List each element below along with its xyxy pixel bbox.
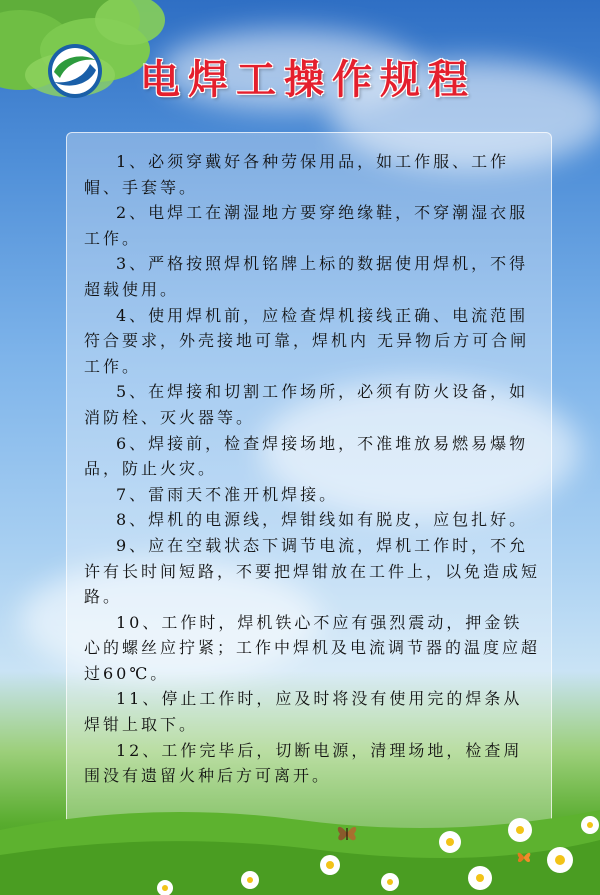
rules-list [84, 149, 540, 789]
rule-item: 8、焊机的电源线，焊钳线如有脱皮，应包扎好。 [116, 510, 529, 530]
logo-icon [46, 42, 104, 100]
page-title: 电焊工操作规程 [140, 57, 476, 103]
rule-item: 2、电焊工在潮湿地方要穿绝缘鞋，不穿潮湿衣服工作。 [84, 203, 529, 248]
butterfly-icon [515, 848, 533, 866]
rule-item: 11、停止工作时，应及时将没有使用完的焊条从焊钳上取下。 [84, 689, 523, 735]
rule-item: 3、严格按照焊机铭牌上标的数据使用焊机，不得超载使用。 [84, 254, 529, 299]
rule-item: 9、应在空载状态下调节电流，焊机工作时，不允许有长时间短路，不要把焊钳放在工件上，以免造成短路。 [84, 535, 541, 607]
rule-item: 5、在焊接和切割工作场所，必须有防火设备，如消防栓、灭火器等。 [84, 382, 529, 427]
rule-item: 7、雷雨天不准开机焊接。 [116, 484, 339, 504]
grass-with-daisies [0, 770, 600, 895]
rule-item: 6、焊接前，检查焊接场地，不准堆放易燃易爆物品，防止火灾。 [84, 433, 529, 479]
rule-item: 1、必须穿戴好各种劳保用品，如工作服、工作帽、手套等。 [84, 152, 510, 197]
butterfly-icon [334, 820, 360, 846]
rule-item: 10、工作时，焊机铁心不应有强烈震动，押金铁心的螺丝应拧紧；工作中焊机及电流调节器的温度应超过60℃。 [84, 612, 541, 683]
rule-item: 4、使用焊机前，应检查焊机接线正确、电流范围符合要求，外壳接地可靠，焊机内 无异物后方可合闸工作。 [84, 305, 530, 376]
rule-item: 12、工作完毕后，切断电源，清理场地，检查周围没有遗留火种后方可离开。 [84, 740, 523, 786]
